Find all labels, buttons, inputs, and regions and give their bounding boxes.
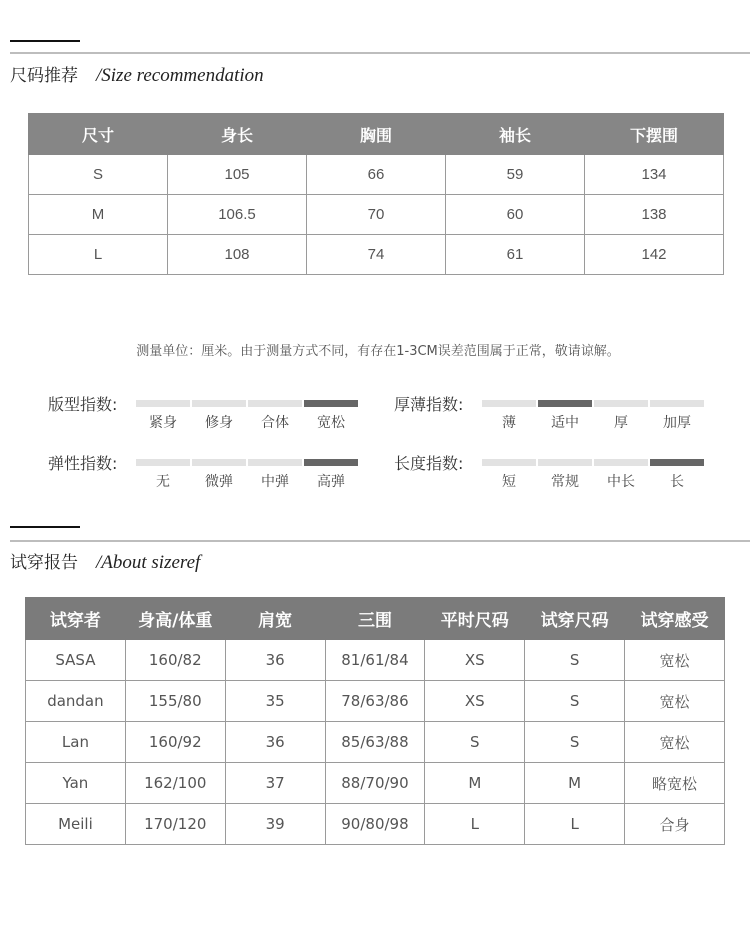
column-header: 肩宽 (225, 598, 325, 640)
table-row (29, 195, 724, 235)
table-cell: S (425, 722, 525, 763)
column-header: 三围 (325, 598, 425, 640)
table-cell: XS (425, 640, 525, 681)
table-cell: 66 (307, 155, 446, 195)
scale-option: 长 (670, 474, 684, 490)
table-cell: 宽松 (625, 722, 725, 763)
section-accent-line (10, 40, 80, 42)
column-header: 试穿感受 (625, 598, 725, 640)
scale-option: 宽松 (317, 415, 345, 431)
table-cell: S (29, 155, 168, 195)
scale-bar-selected (538, 400, 592, 407)
table-cell: 宽松 (625, 681, 725, 722)
table-row (26, 763, 725, 804)
scale-segment (304, 459, 358, 491)
table-cell: 108 (168, 235, 307, 275)
scale-bar-selected (304, 459, 358, 466)
table-row (29, 155, 724, 195)
column-header: 下摆围 (585, 114, 724, 155)
scale-bar (136, 459, 190, 466)
scale-segment (136, 400, 190, 432)
table-cell: L (525, 804, 625, 845)
scale-option: 微弹 (205, 474, 233, 490)
table-cell: L (425, 804, 525, 845)
table-cell: dandan (26, 681, 126, 722)
title-cn: 尺码推荐 (10, 66, 78, 86)
table-cell: 160/82 (125, 640, 225, 681)
table-cell: 88/70/90 (325, 763, 425, 804)
table-cell: 142 (585, 235, 724, 275)
title-cn: 试穿报告 (10, 553, 78, 573)
scale-bar (538, 459, 592, 466)
table-cell: 略宽松 (625, 763, 725, 804)
scale-segment (136, 459, 190, 491)
table-cell: 90/80/98 (325, 804, 425, 845)
table-cell: M (425, 763, 525, 804)
fit-report-title (10, 548, 200, 574)
table-cell: Lan (26, 722, 126, 763)
table-cell: 138 (585, 195, 724, 235)
column-header: 试穿尺码 (525, 598, 625, 640)
section-accent-line (10, 526, 80, 528)
column-header: 身高/体重 (125, 598, 225, 640)
size-recommendation-title (10, 61, 264, 87)
scale-segment (482, 400, 536, 432)
scale-segment (304, 400, 358, 432)
scale-option: 厚 (614, 415, 628, 431)
table-row (26, 722, 725, 763)
index-label: 版型指数: (48, 395, 118, 414)
table-row (26, 804, 725, 845)
scale-segment (248, 400, 302, 432)
index-scale (482, 459, 704, 491)
scale-bar-selected (304, 400, 358, 407)
index-label: 长度指数: (394, 454, 464, 473)
scale-option: 常规 (551, 474, 579, 490)
section-divider (10, 52, 750, 54)
scale-bar (192, 459, 246, 466)
scale-segment (192, 400, 246, 432)
scale-option: 加厚 (663, 415, 691, 431)
table-cell: 78/63/86 (325, 681, 425, 722)
table-cell: 35 (225, 681, 325, 722)
scale-option: 合体 (261, 415, 289, 431)
table-cell: 36 (225, 722, 325, 763)
table-cell: 61 (446, 235, 585, 275)
title-en: /Size recommendation (96, 65, 264, 86)
table-cell: 74 (307, 235, 446, 275)
index-label: 弹性指数: (48, 454, 118, 473)
scale-bar-selected (650, 459, 704, 466)
table-cell: Yan (26, 763, 126, 804)
table-cell: Meili (26, 804, 126, 845)
scale-segment (650, 400, 704, 432)
scale-bar (482, 400, 536, 407)
scale-bar (248, 400, 302, 407)
scale-bar (482, 459, 536, 466)
table-cell: 162/100 (125, 763, 225, 804)
table-cell: 60 (446, 195, 585, 235)
table-cell: 81/61/84 (325, 640, 425, 681)
table-cell: 106.5 (168, 195, 307, 235)
column-header: 袖长 (446, 114, 585, 155)
table-cell: L (29, 235, 168, 275)
column-header: 胸围 (307, 114, 446, 155)
table-row (26, 681, 725, 722)
table-cell: S (525, 722, 625, 763)
scale-option: 高弹 (317, 474, 345, 490)
scale-bar (594, 400, 648, 407)
scale-segment (594, 400, 648, 432)
table-cell: 170/120 (125, 804, 225, 845)
column-header: 身长 (168, 114, 307, 155)
table-row (26, 640, 725, 681)
table-cell: 合身 (625, 804, 725, 845)
index-scale (136, 400, 358, 432)
table-cell: 宽松 (625, 640, 725, 681)
scale-bar (248, 459, 302, 466)
scale-bar (136, 400, 190, 407)
scale-segment (192, 459, 246, 491)
scale-option: 中弹 (261, 474, 289, 490)
table-cell: S (525, 640, 625, 681)
section-divider (10, 540, 750, 542)
scale-bar (594, 459, 648, 466)
table-cell: 155/80 (125, 681, 225, 722)
scale-segment (538, 400, 592, 432)
column-header: 尺寸 (29, 114, 168, 155)
scale-segment (594, 459, 648, 491)
scale-segment (650, 459, 704, 491)
scale-option: 无 (156, 474, 170, 490)
table-cell: 39 (225, 804, 325, 845)
table-cell: XS (425, 681, 525, 722)
table-cell: 37 (225, 763, 325, 804)
table-cell: 36 (225, 640, 325, 681)
scale-segment (538, 459, 592, 491)
scale-option: 紧身 (149, 415, 177, 431)
fit-report-table (25, 597, 725, 845)
table-cell: 70 (307, 195, 446, 235)
table-cell: M (525, 763, 625, 804)
table-cell: S (525, 681, 625, 722)
table-row (29, 235, 724, 275)
table-cell: M (29, 195, 168, 235)
column-header: 试穿者 (26, 598, 126, 640)
scale-option: 适中 (551, 415, 579, 431)
scale-segment (248, 459, 302, 491)
table-cell: 160/92 (125, 722, 225, 763)
title-en: /About sizeref (96, 552, 201, 573)
size-table (28, 113, 724, 275)
scale-option: 薄 (502, 415, 516, 431)
scale-option: 短 (502, 474, 516, 490)
index-scale (136, 459, 358, 491)
scale-segment (482, 459, 536, 491)
table-cell: 105 (168, 155, 307, 195)
scale-option: 修身 (205, 415, 233, 431)
table-cell: 134 (585, 155, 724, 195)
scale-bar (650, 400, 704, 407)
table-cell: SASA (26, 640, 126, 681)
scale-option: 中长 (607, 474, 635, 490)
table-cell: 59 (446, 155, 585, 195)
index-label: 厚薄指数: (394, 395, 464, 414)
index-scale (482, 400, 704, 432)
table-cell: 85/63/88 (325, 722, 425, 763)
scale-bar (192, 400, 246, 407)
measurement-note: 测量单位：厘米。由于测量方式不同，有存在1-3CM误差范围属于正常，敬请谅解。 (136, 344, 620, 359)
column-header: 平时尺码 (425, 598, 525, 640)
